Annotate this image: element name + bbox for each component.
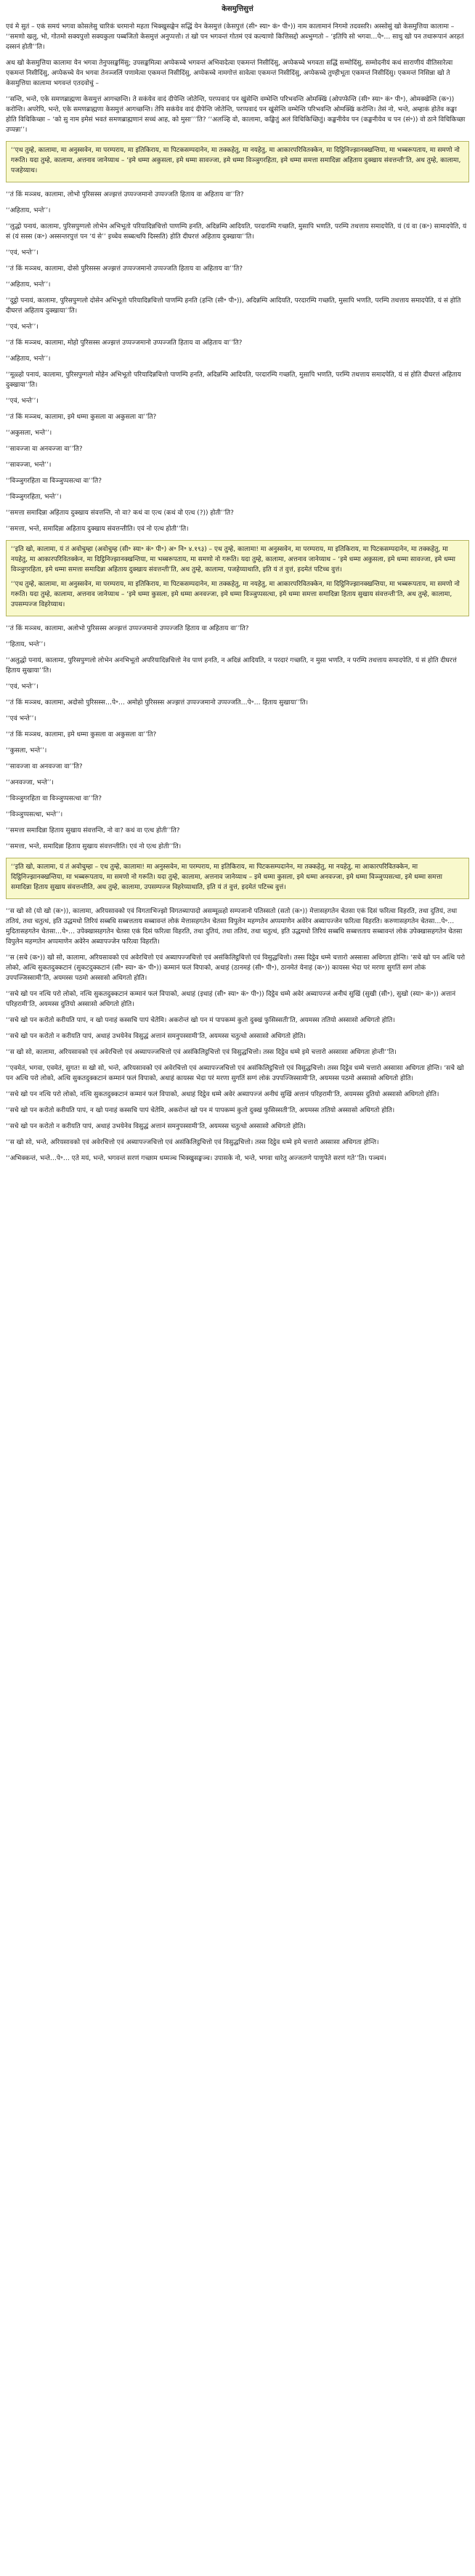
paragraph: ‘‘सचे खो पन करोतो करीयति पापं, न खो पनाहं कस्सचि पापं चेतेमि, अकरोन्तं खो पन मं पापकम्मं कुतो दुक्खं फुसिस्सती’ति, अयमस्स ततियो अस्सासो अधिगतो होति।	[6, 1107, 395, 1114]
dialogue-line: ‘‘अनवज्जा, भन्ते’’।	[6, 779, 54, 786]
dialogue-line: ‘‘एवं भन्ते’’।	[6, 715, 36, 723]
paragraph: ‘‘सचे खो पन करोतो न करीयति पापं, अथाहं उभयेनेव विसुद्धं अत्तानं समनुपस्सामी’ति, अयमस्स चतुत्थो अस्सासो अधिगतो होति।	[6, 1123, 306, 1130]
dialogue-line: ‘‘लुद्धो पनायं, कालामा, पुरिसपुग्गलो लोभेन अभिभूतो परियादिन्नचित्तो पाणम्पि हनति, अदिन्नम्पि आदियति, परदारम्पि गच्छति, मुसापि भणति, परम्पि तथत्ताय समादपेति, यं (यं वा (क॰) सामादपेति, यं सं (यं सस्स (क॰) अस्सन्तरपुत्तं पन ‘यं से’’ इच्चेव सब्बत्थपि दिस्सति) होति दीघरत्तं अहिताय दुक्खाया’’ति।	[6, 223, 467, 241]
closing-section	[6, 906, 469, 1164]
highlighted-paragraph: ‘‘इति खो, कालामा, यं तं अवोचुम्हा (अवोचुम्ह (सी॰ स्या॰ कं॰ पी॰) अ॰ नि॰ ४.१९३) – एथ तुम्हे, कालामा! मा अनुस्सवेन, मा परम्पराय, मा इतिकिराय, मा पिटकसम्पदानेन, मा तक्कहेतु, मा नयहेतु, मा आकारपरिवितक्केन, मा दिट्ठिनिज्झानक्खन्तिया, मा भब्बरूपताय, मा समणो नो गरूति। यदा तुम्हे, कालामा, अत्तनाव जानेय्याथ – ‘इमे धम्मा अकुसला, इमे धम्मा सावज्जा, इमे धम्मा विञ्ञुगरहिता, इमे धम्मा समत्ता समादिन्ना अहिताय दुक्खाय संवत्तन्ती’ति, अथ तुम्हे, कालामा, पजहेय्याथाति, इति यं तं वुत्तं, इदमेतं पटिच्च वुत्तं।	[11, 546, 455, 573]
dialogue-line: ‘‘समत्ता, भन्ते, समादिन्ना हिताय सुखाय संवत्तन्तीति। एवं नो एत्थ होती’’ति।	[6, 843, 182, 850]
dialogue-line: ‘‘हिताय, भन्ते’’।	[6, 641, 46, 648]
dialogue-line: ‘‘तं किं मञ्ञथ, कालामा, इमे धम्मा कुसला वा अकुसला वा’’ति?	[6, 731, 157, 738]
highlighted-paragraph: ‘‘एथ तुम्हे, कालामा, मा अनुस्सवेन, मा परम्पराय, मा इतिकिराय, मा पिटकसम्पदानेन, मा तक्कहेतु, मा नयहेतु, मा आकारपरिवितक्केन, मा दिट्ठिनिज्झानक्खन्तिया, मा भब्बरूपताय, मा समणो नो गरूति। यदा तुम्हे, कालामा, अत्तनाव जानेय्याथ – ‘इमे धम्मा अकुसला, इमे धम्मा सावज्जा, इमे धम्मा विञ्ञुगरहिता, इमे धम्मा समत्ता समादिन्ना अहिताय दुक्खाय संवत्तन्ती’ति, अथ तुम्हे, कालामा, पजहेय्याथ।	[11, 147, 461, 174]
dialogue-line: ‘‘तं किं मञ्ञथ, कालामा, अदोसो पुरिसस्स…पे॰… अमोहो पुरिसस्स अज्झत्तं उप्पज्जमानो उप्पज्जति…पे॰… हिताय सुखाया’’ति।	[6, 699, 309, 707]
dialogue-line: ‘‘मूळ्हो पनायं, कालामा, पुरिसपुग्गलो मोहेन अभिभूतो परियादिन्नचित्तो पाणम्पि हनति, अदिन्नम्पि आदियति, परदारम्पि गच्छति, मुसापि भणति, परम्पि तथत्ताय समादपेति, यं सं होति दीघरत्तं अहिताय दुक्खाया’’ति।	[6, 371, 461, 389]
dialogue-line: ‘‘कुसला, भन्ते’’।	[6, 747, 47, 754]
dialogue-section-2	[6, 624, 469, 852]
page-title: केसमुत्तिसुत्तं	[222, 5, 253, 13]
paragraph: ‘‘स खो सो, भन्ते, अरियसावको एवं अवेरचित्तो एवं अब्यापज्जचित्तो एवं असंकिलिट्ठचित्तो एवं विसुद्धचित्तो। तस्स दिट्ठेव धम्मे इमे चत्तारो अस्सासा अधिगता होन्ति।	[6, 1139, 379, 1146]
dialogue-line: ‘‘तं किं मञ्ञथ, कालामा, अलोभो पुरिसस्स अज्झत्तं उप्पज्जमानो उप्पज्जति हिताय वा अहिताय वा’’ति?	[6, 625, 249, 632]
dialogue-line: ‘‘समत्ता समादिन्ना हिताय सुखाय संवत्तन्ति, नो वा? कथं वा एत्थ होती’’ति?	[6, 827, 180, 834]
dialogue-line: ‘‘विञ्ञुगरहिता वा विञ्ञुप्पसत्था वा’’ति?	[6, 478, 102, 485]
paragraph: ‘‘स खो सो (यो खो (क॰)), कालामा, अरियसावको एवं विगताभिज्झो विगतब्यापादो असम्मूळ्हो सम्पजानो पतिस्सतो (सतो (क॰)) मेत्तासहगतेन चेतसा एकं दिसं फरित्वा विहरति, तथा दुतियं, तथा ततियं, तथा चतुत्थं, इति उद्धमधो तिरियं सब्बधि सब्बत्तताय सब्बावन्तं लोकं मेत्तासहगतेन चेतसा विपुलेन महग्गतेन अप्पमाणेन अवेरेन अब्यापज्जेन फरित्वा विहरति। करुणासहगतेन चेतसा…पे॰… मुदितासहगतेन चेतसा…पे॰… उपेक्खासहगतेन चेतसा एकं दिसं फरित्वा विहरति, तथा दुतियं, तथा ततियं, तथा चतुत्थं, इति उद्धमधो तिरियं सब्बधि सब्बत्तताय सब्बावन्तं लोकं उपेक्खासहगतेन चेतसा विपुलेन महग्गतेन अप्पमाणेन अवेरेन अब्यापज्जेन फरित्वा विहरति।	[6, 908, 463, 946]
paragraph: ‘‘सचे खो पन नत्थि परो लोको, नत्थि सुकतदुक्कटानं कम्मानं फलं विपाको, अथाहं दिट्ठेव धम्मे अवेरं अब्यापज्जं अनीघं सुखिं अत्तानं परिहरामी’ति, अयमस्स दुतियो अस्सासो अधिगतो होति।	[6, 1091, 439, 1098]
dialogue-line: ‘‘तं किं मञ्ञथ, कालामा, मोहो पुरिसस्स अज्झत्तं उप्पज्जमानो उप्पज्जति हिताय वा अहिताय वा’’ति?	[6, 339, 243, 347]
dialogue-line: ‘‘तं किं मञ्ञथ, कालामा, लोभो पुरिसस्स अज्झत्तं उप्पज्जमानो उप्पज्जति हिताय वा अहिताय वा’’ति?	[6, 191, 244, 198]
dialogue-line: ‘‘एवं, भन्ते’’।	[6, 249, 38, 257]
paragraph: ‘‘सचे खो पन करोतो करीयति पापं, न खो पनाहं कस्सचि पापं चेतेमि। अकरोन्तं खो पन मं पापकम्मं कुतो दुक्खं फुसिस्सती’ति, अयमस्स ततियो अस्सासो अधिगतो होति।	[6, 1017, 395, 1024]
intro-section	[6, 22, 469, 135]
dialogue-line: ‘‘अहिताय, भन्ते’’।	[6, 207, 51, 214]
dialogue-line: ‘‘अहिताय, भन्ते’’।	[6, 281, 51, 289]
paragraph: ‘‘सचे खो पन नत्थि परो लोको, नत्थि सुकतदुक्कटानं कम्मानं फलं विपाको, अथाहं (इधाहं (सी॰ स्या॰ कं॰ पी॰)) दिट्ठेव धम्मे अवेरं अब्यापज्जं अनीघं सुखिं (सुखी (सी॰), सुखो (स्या॰ कं॰)) अत्तानं परिहरामी’ति, अयमस्स दुतियो अस्सासो अधिगतो होति।	[6, 991, 456, 1008]
document-body	[0, 0, 475, 1164]
dialogue-line: ‘‘एवं, भन्ते’’।	[6, 323, 38, 331]
dialogue-line: ‘‘सावज्जा वा अनवज्जा वा’’ति?	[6, 446, 83, 453]
paragraph: ‘‘स (सचे (क॰)) खो सो, कालामा, अरियसावको एवं अवेरचित्तो एवं अब्यापज्जचित्तो एवं असंकिलिट्ठचित्तो एवं विसुद्धचित्तो। तस्स दिट्ठेव धम्मे चत्तारो अस्सासा अधिगता होन्ति। ‘सचे खो पन अत्थि परो लोको, अत्थि सुकतदुक्कटानं (सुकटदुक्कटानं (सी॰ स्या॰ कं॰ पी॰)) कम्मानं फलं विपाको, अथाहं (ठानमहं (सी॰ पी॰), ठानमेतं येनाहं (क॰)) कायस्स भेदा परं मरणा सुगतिं सग्गं लोकं उपपज्जिस्सामी’ति, अयमस्स पठमो अस्सासो अधिगतो होति।	[6, 954, 466, 982]
dialogue-section-1	[6, 190, 469, 534]
paragraph: ‘‘एवमेतं, भगवा, एवमेतं, सुगत! स खो सो, भन्ते, अरियसावको एवं अवेरचित्तो एवं अब्यापज्जचित्तो एवं असंकिलिट्ठचित्तो एवं विसुद्धचित्तो। तस्स दिट्ठेव धम्मे चत्तारो अस्सासा अधिगता होन्ति। ‘सचे खो पन अत्थि परो लोको, अत्थि सुकतदुक्कटानं कम्मानं फलं विपाको, अथाहं कायस्स भेदा परं मरणा सुगतिं सग्गं लोकं उपपज्जिस्सामी’ति, अयमस्स पठमो अस्सासो अधिगतो होति।	[6, 1065, 464, 1082]
dialogue-line: ‘‘विञ्ञुगरहिता, भन्ते’’।	[6, 494, 62, 501]
dialogue-line: ‘‘एवं, भन्ते’’।	[6, 683, 38, 691]
dialogue-line: ‘‘समत्ता, भन्ते, समादिन्ना अहिताय दुक्खाय संवत्तन्तीति। एवं नो एत्थ होती’’ति।	[6, 526, 189, 533]
dialogue-line: ‘‘सावज्जा वा अनवज्जा वा’’ति?	[6, 763, 83, 770]
paragraph: ‘‘सन्ति, भन्ते, एके समणब्राह्मणा केसमुत्तं आगच्छन्ति। ते सकंयेव वादं दीपेन्ति जोतेन्ति, परप्पवादं पन खुंसेन्ति वम्भेन्ति परिभवन्ति ओमक्खिं (ओपप्फेन्ति (सी॰ स्या॰ कं॰ पी॰), ओमक्खेन्ति (क॰)) करोन्ति। अपरेपि, भन्ते, एके समणब्राह्मणा केसमुत्तं आगच्छन्ति। तेपि सकंयेव वादं दीपेन्ति जोतेन्ति, परप्पवादं पन खुंसेन्ति वम्भेन्ति परिभवन्ति ओमक्खिं करोन्ति। तेसं नो, भन्ते, अम्हाकं होतेव कङ्खा होति विचिकिच्छा – ‘को सु नाम इमेसं भवतं समणब्राह्मणानं सच्चं आह, को मुसा’’’ति? ‘‘अलञ्हि वो, कालामा, कङ्खितुं अलं विचिकिच्छितुं। कङ्खनीयेव पन (कङ्खनीयेव च पन (सं॰)) वो ठाने विचिकिच्छा उप्पन्ना’’।	[6, 96, 466, 134]
highlighted-paragraph: ‘‘इति खो, कालामा, यं तं अवोचुम्हा – एथ तुम्हे, कालामा! मा अनुस्सवेन, मा परम्पराय, मा इतिकिराय, मा पिटकसम्पदानेन, मा तक्कहेतु, मा नयहेतु, मा आकारपरिवितक्केन, मा दिट्ठिनिज्झानक्खन्तिया, मा भब्बरूपताय, मा समणो नो गरूति। यदा तुम्हे, कालामा, अत्तनाव जानेय्याथ – इमे धम्मा कुसला, इमे धम्मा अनवज्जा, इमे धम्मा विञ्ञुप्पसत्था, इमे धम्मा समत्ता समादिन्ना हिताय सुखाय संवत्तन्तीति, अथ तुम्हे, कालामा, उपसम्पज्ज विहरेय्याथाति, इति यं तं वुत्तं, इदमेतं पटिच्च वुत्तं।	[11, 864, 442, 891]
dialogue-line: ‘‘अहिताय, भन्ते’’।	[6, 355, 51, 363]
dialogue-line: ‘‘दुट्ठो पनायं, कालामा, पुरिसपुग्गलो दोसेन अभिभूतो परियादिन्नचित्तो पाणम्पि हनति (हन्ति (सी॰ पी॰)), अदिन्नम्पि आदियति, परदारम्पि गच्छति, मुसापि भणति, परम्पि तथत्ताय समादपेति, यं सं होति दीघरत्तं अहिताय दुक्खाया’’ति।	[6, 297, 461, 315]
dialogue-line: ‘‘सावज्जा, भन्ते’’।	[6, 462, 52, 469]
dialogue-line: ‘‘एवं, भन्ते’’।	[6, 398, 38, 405]
paragraph: अथ खो केसमुत्तिया कालामा येन भगवा तेनुपसङ्कमिंसु; उपसङ्कमित्वा अप्पेकच्चे भगवन्तं अभिवादेत्वा एकमन्तं निसीदिंसु, अप्पेकच्चे भगवता सद्धिं सम्मोदिंसु, सम्मोदनीयं कथं साराणीयं वीतिसारेत्वा एकमन्तं निसीदिंसु, अप्पेकच्चे येन भगवा तेनञ्जलिं पणामेत्वा एकमन्तं निसीदिंसु, अप्पेकच्चे नामगोत्तं सावेत्वा एकमन्तं निसीदिंसु, अप्पेकच्चे तुण्हीभूता एकमन्तं निसीदिंसु। एकमन्तं निसिन्ना खो ते केसमुत्तिया कालामा भगवन्तं एतदवोचुं –	[6, 60, 453, 87]
dialogue-line: ‘‘समत्ता समादिन्ना अहिताय दुक्खाय संवत्तन्ति, नो वा? कथं वा एत्थ (कथं वो एत्थ (?)) होती’’ति?	[6, 510, 234, 517]
paragraph: ‘‘अभिक्कन्तं, भन्ते…पे॰… एते मयं, भन्ते, भगवन्तं सरणं गच्छाम धम्मञ्च भिक्खुसङ्घञ्च। उपासके नो, भन्ते, भगवा धारेतु अज्जतग्गे पाणुपेते सरणं गते’’ति। पञ्चमं।	[6, 1155, 386, 1162]
highlighted-block-3	[6, 858, 469, 899]
dialogue-line: ‘‘अकुसला, भन्ते’’।	[6, 430, 52, 437]
paragraph: ‘‘स खो सो, कालामा, अरियसावको एवं अवेरचित्तो एवं अब्यापज्जचित्तो एवं असंकिलिट्ठचित्तो एवं विसुद्धचित्तो। तस्स दिट्ठेव धम्मे इमे चत्तारो अस्सासा अधिगता होन्ती’’ति।	[6, 1049, 397, 1056]
highlighted-block-1	[6, 141, 469, 182]
dialogue-line: ‘‘तं किं मञ्ञथ, कालामा, इमे धम्मा कुसला वा अकुसला वा’’ति?	[6, 414, 157, 421]
dialogue-line: ‘‘विञ्ञुगरहिता वा विञ्ञुप्पसत्था वा’’ति?	[6, 795, 102, 802]
paragraph: एवं मे सुतं – एकं समयं भगवा कोसलेसु चारिकं चरमानो महता भिक्खुसङ्घेन सद्धिं येन केसमुत्तं (केसपुत्तं (सी॰ स्या॰ कं॰ पी॰)) नाम कालामानं निगमो तदवसरि। अस्सोसुं खो केसमुत्तिया कालामा – ‘‘समणो खलु, भो, गोतमो सक्यपुत्तो सक्यकुला पब्बजितो केसमुत्तं अनुप्पत्तो। तं खो पन भगवन्तं गोतमं एवं कल्याणो कित्तिसद्दो अब्भुग्गतो – ‘इतिपि सो भगवा…पे॰… साधु खो पन तथारूपानं अरहतं दस्सनं होती’’ति।	[6, 23, 464, 51]
dialogue-line: ‘‘तं किं मञ्ञथ, कालामा, दोसो पुरिसस्स अज्झत्तं उप्पज्जमानो उप्पज्जति हिताय वा अहिताय वा’’ति?	[6, 265, 243, 273]
paragraph: ‘‘सचे खो पन करोतो न करीयति पापं, अथाहं उभयेनेव विसुद्धं अत्तानं समनुपस्सामी’ति, अयमस्स चतुत्थो अस्सासो अधिगतो होति।	[6, 1033, 306, 1040]
dialogue-line: ‘‘विञ्ञुप्पसत्था, भन्ते’’।	[6, 811, 63, 818]
highlighted-block-2	[6, 540, 469, 616]
dialogue-line: ‘‘अलुद्धो पनायं, कालामा, पुरिसपुग्गलो लोभेन अनभिभूतो अपरियादिन्नचित्तो नेव पाणं हनति, न अदिन्नं आदियति, न परदारं गच्छति, न मुसा भणति, न परम्पि तथत्ताय समादपेति, यं सं होति दीघरत्तं हिताय सुखाया’’ति।	[6, 657, 457, 675]
highlighted-paragraph: ‘‘एथ तुम्हे, कालामा, मा अनुस्सवेन, मा परम्पराय, मा इतिकिराय, मा पिटकसम्पदानेन, मा तक्कहेतु, मा नयहेतु, मा आकारपरिवितक्केन, मा दिट्ठिनिज्झानक्खन्तिया, मा भब्बरूपताय, मा समणो नो गरूति। यदा तुम्हे, कालामा, अत्तनाव जानेय्याथ – ‘इमे धम्मा कुसला, इमे धम्मा अनवज्जा, इमे धम्मा विञ्ञुप्पसत्था, इमे धम्मा समत्ता समादिन्ना हिताय सुखाय संवत्तन्ती’ति, अथ तुम्हे, कालामा, उपसम्पज्ज विहरेय्याथ।	[11, 581, 460, 608]
